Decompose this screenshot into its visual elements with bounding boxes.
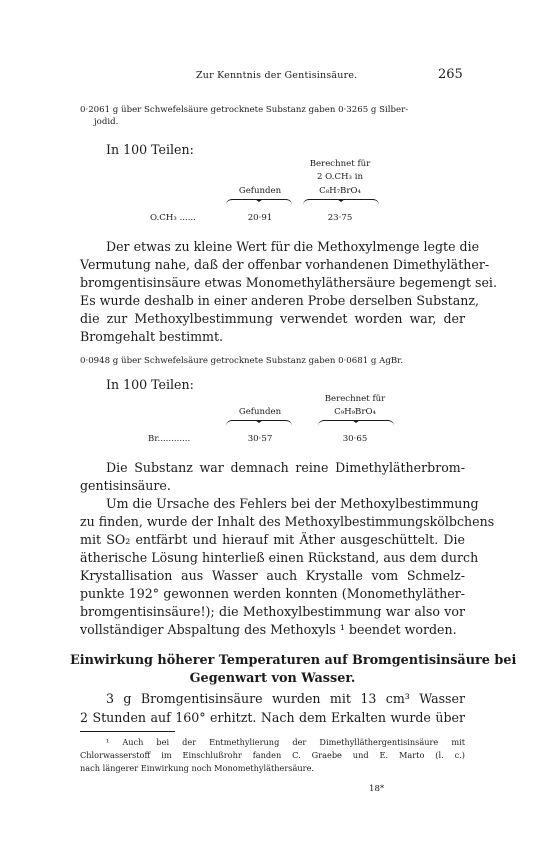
section-heading: Einwirkung höherer Temperaturen auf Bromgentisinsäure bei <box>70 653 517 668</box>
paragraph-line: Krystallisation aus Wasser auch Krystalle vom Schmelz- <box>80 568 465 583</box>
paragraph-line: zu finden, wurde der Inhalt des Methoxylbestimmungskölbchens <box>80 514 495 529</box>
paragraph-line: Bromgehalt bestimmt. <box>80 329 224 344</box>
footnote-line: ¹ Auch bei der Entmethylierung der Dimethylläthergentisinsäure mit <box>106 737 465 747</box>
brace-found <box>226 420 292 427</box>
signature-mark: 18* <box>369 784 385 794</box>
paragraph-line: 3 g Bromgentisinsäure wurden mit 13 cm³ Wasser <box>106 691 465 706</box>
paragraph-line: bromgentisinsäure!); die Methoxylbestimmung war also vor <box>80 604 465 619</box>
table-intro: In 100 Teilen: <box>106 142 194 157</box>
found-value: 30·57 <box>247 434 273 444</box>
found-value: 20·91 <box>247 213 273 223</box>
paragraph-line: punkte 192° gewonnen werden konnten (Monomethyläther- <box>80 586 465 601</box>
paragraph-line: Die Substanz war demnach reine Dimethylätherbrom- <box>106 460 465 475</box>
paragraph-line: vollständiger Abspaltung des Methoxyls ¹ beendet worden. <box>80 622 457 637</box>
paragraph-line: ätherische Lösung hinterließ einen Rückstand, aus dem durch <box>80 550 479 565</box>
brace-calc <box>303 199 379 206</box>
paragraph-line: Es wurde deshalb in einer anderen Probe derselben Substanz, <box>80 293 479 308</box>
row-label: O.CH₃ ...... <box>150 213 196 223</box>
calc-header: C₉H₉BrO₄ <box>334 407 376 417</box>
paragraph-line: 2 Stunden auf 160° erhitzt. Nach dem Erkalten wurde über <box>80 710 465 725</box>
footnote-rule <box>80 731 175 732</box>
brace-calc <box>318 420 394 427</box>
calc-header: 2 O.CH₃ in <box>316 172 363 182</box>
brace-found <box>226 199 292 206</box>
page-number: 265 <box>438 67 463 82</box>
footnote-line: nach längerer Einwirkung noch Monomethyläthersäure. <box>80 763 315 773</box>
paragraph-line: die zur Methoxylbestimmung verwendet worden war, der <box>80 311 465 326</box>
paragraph-line: bromgentisinsäure etwas Monomethyläthersäure begemengt sei. <box>80 275 497 290</box>
footnote-line: Chlorwasserstoff im Einschlußrohr fanden C. Graebe und E. Marto (l. c.) <box>80 750 465 760</box>
paragraph-line: Der etwas zu kleine Wert für die Methoxylmenge legte die <box>106 239 480 254</box>
calc-value: 30·65 <box>342 434 368 444</box>
calc-value: 23·75 <box>327 213 353 223</box>
running-title: Zur Kenntnis der Gentisinsäure. <box>196 70 358 81</box>
measurement-line: 0·2061 g über Schwefelsäure getrocknete Substanz gaben 0·3265 g Silber- <box>80 105 409 115</box>
paragraph-line: gentisinsäure. <box>80 478 171 493</box>
calc-header: Berechnet für <box>324 394 386 404</box>
found-header: Gefunden <box>238 407 282 417</box>
measurement-line: 0·0948 g über Schwefelsäure getrocknete Substanz gaben 0·0681 g AgBr. <box>80 356 404 366</box>
found-header: Gefunden <box>238 186 282 196</box>
paragraph-line: mit SO₂ entfärbt und hierauf mit Äther ausgeschüttelt. Die <box>80 532 465 547</box>
paragraph-line: Um die Ursache des Fehlers bei der Methoxylbestimmung <box>106 496 479 511</box>
calc-header: Berechnet für <box>309 159 371 169</box>
calc-header: C₈H₇BrO₄ <box>319 186 361 196</box>
measurement-line: jodid. <box>94 117 119 127</box>
table-intro: In 100 Teilen: <box>106 377 194 392</box>
row-label: Br............ <box>148 434 191 444</box>
paragraph-line: Vermutung nahe, daß der offenbar vorhandenen Dimethyläther- <box>80 257 490 272</box>
section-heading: Gegenwart von Wasser. <box>189 671 356 686</box>
